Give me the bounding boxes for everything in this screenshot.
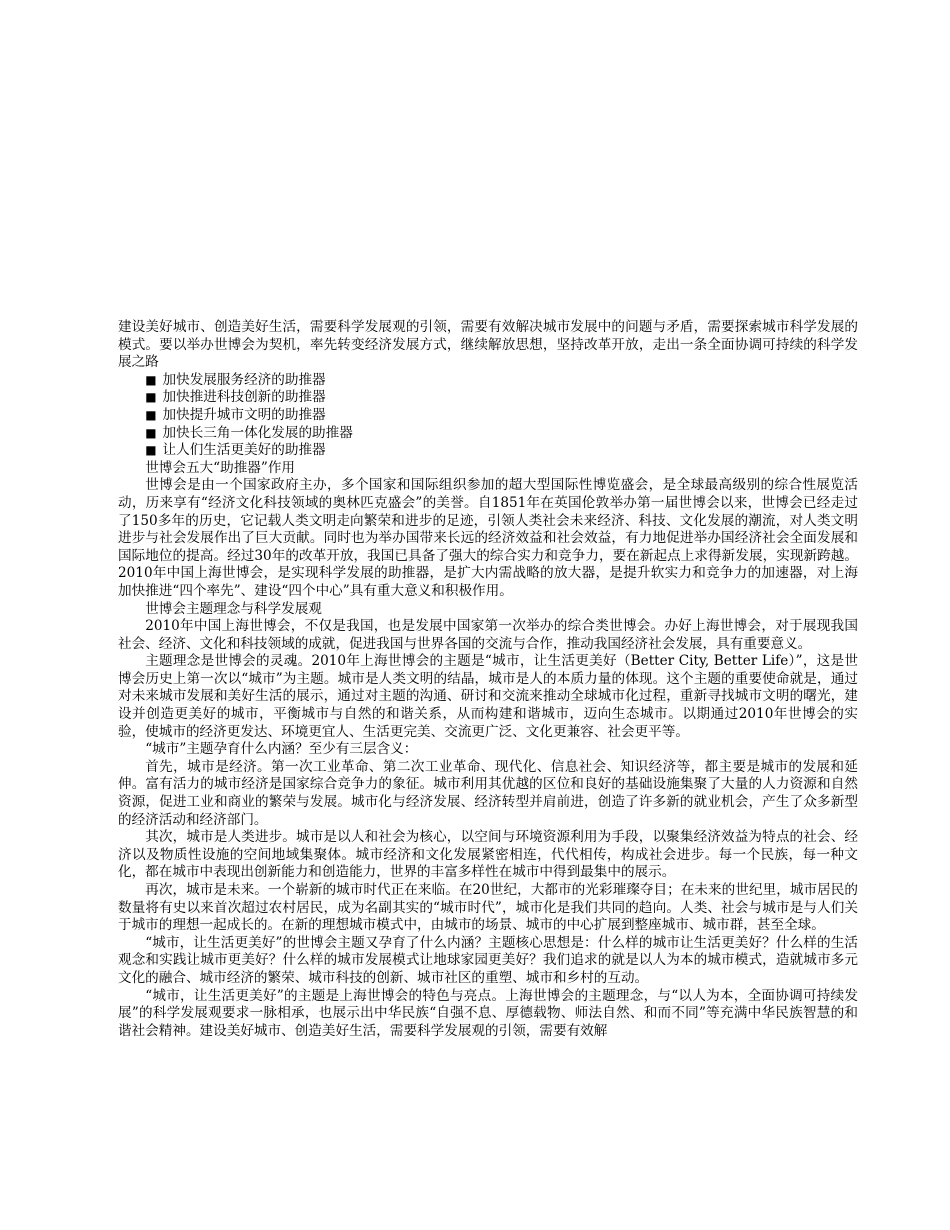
booster-list <box>118 372 858 460</box>
square-bullet-icon: ■ <box>145 407 157 422</box>
intro-paragraph: 建设美好城市、创造美好生活，需要科学发展观的引领，需要有效解决城市发展中的问题与矛盾，需要探索城市科学发展的模式。要以举办世博会为契机，率先转变经济发展方式，继续解放思想，坚持改革开放，走出一条全面协调可持续的科学发展之路 <box>118 319 858 371</box>
list-item <box>145 425 858 443</box>
list-item <box>145 407 858 425</box>
list-item <box>145 442 858 460</box>
body-paragraph: 其次，城市是人类进步。城市是以人和社会为核心，以空间与环境资源利用为手段，以聚集经济效益为特点的社会、经济以及物质性设施的空间地域集聚体。城市经济和文化发展紧密相连，代代相传，构成社会进步。每一个民族，每一种文化，都在城市中表现出创新能力和创造能力，世界的丰富多样性在城市中得到最集中的展示。 <box>118 829 858 881</box>
body-paragraph: 世博会是由一个国家政府主办，多个国家和国际组织参加的超大型国际性博览盛会，是全球最高级别的综合性展览活动，历来享有“经济文化科技领域的奥林匹克盛会”的美誉。自1851年在英国伦敦举办第一届世博会以来，世博会已经走过了150多年的历史，它记载人类文明走向繁荣和进步的足迹，引领人类社会未来经济、科技、文化发展的潮流，对人类文明进步与社会发展作出了巨大贡献。同时也为举办国带来长远的经济效益和社会效益，有力地促进举办国经济社会全面发展和国际地位的提高。经过30年的改革开放，我国已具备了强大的综合实力和竞争力，要在新起点上求得新发展，实现新跨越。2010年中国上海世博会，是实现科学发展的助推器，是扩大内需战略的放大器，是提升软实力和竞争力的加速器，对上海加快推进“四个率先”、建设“四个中心”具有重大意义和积极作用。 <box>118 477 858 599</box>
body-paragraph: 首先，城市是经济。第一次工业革命、第二次工业革命、现代化、信息社会、知识经济等，都主要是城市的发展和延伸。富有活力的城市经济是国家综合竞争力的象征。城市利用其优越的区位和良好的基础设施集聚了大量的人力资源和自然资源，促进工业和商业的繁荣与发展。城市化与经济发展、经济转型并肩前进，创造了许多新的就业机会，产生了众多新型的经济活动和经济部门。 <box>118 758 858 828</box>
list-item-text: 加快长三角一体化发展的助推器 <box>162 424 353 441</box>
body-paragraph: “城市”主题孕育什么内涵？至少有三层含义： <box>145 741 418 758</box>
body-paragraph: 再次，城市是未来。一个崭新的城市时代正在来临。在20世纪，大都市的光彩璀璨夺目；在未来的世纪里，城市居民的数量将有史以来首次超过农村居民，成为名副其实的“城市时代”，城市化是我们共同的趋向。人类、社会与城市是与人们关于城市的理想一起成长的。在新的理想城市模式中，由城市的场景、城市的中心扩展到整座城市、城市群，甚至全球。 <box>118 882 858 934</box>
section-heading: 世博会五大“助推器”作用 <box>145 459 296 476</box>
square-bullet-icon: ■ <box>145 443 157 458</box>
square-bullet-icon: ■ <box>145 372 157 387</box>
list-item-text: 加快提升城市文明的助推器 <box>162 406 326 423</box>
list-item-text: 加快发展服务经济的助推器 <box>162 371 326 388</box>
body-paragraph: “城市，让生活更美好”的世博会主题又孕育了什么内涵？主题核心思想是：什么样的城市让生活更美好？什么样的生活观念和实践让城市更美好？什么样的城市发展模式让地球家园更美好？我们追求的就是以人为本的城市模式，造就城市多元文化的融合、城市经济的繁荣、城市科技的创新、城市社区的重塑、城市和乡村的互动。 <box>118 934 858 986</box>
section-heading: 世博会主题理念与科学发展观 <box>145 600 322 617</box>
square-bullet-icon: ■ <box>145 390 157 405</box>
square-bullet-icon: ■ <box>145 425 157 440</box>
list-item <box>145 389 858 407</box>
body-paragraph: 主题理念是世博会的灵魂。2010年上海世博会的主题是“城市，让生活更美好（Better City, Better Life）”，这是世博会历史上第一次以“城市”为主题。城市是人类文明的结晶，城市是人的本质力量的体现。这个主题的重要使命就是，通过对未来城市发展和美好生活的展示，通过对主题的沟通、研讨和交流来推动全球城市化过程，重新寻找城市文明的曙光，建设并创造更美好的城市，平衡城市与自然的和谐关系，从而构建和谐城市，迈向生态城市。以期通过2010年世博会的实验，使城市的经济更发达、环境更宜人、生活更完美、交流更广泛、文化更兼容、社会更平等。 <box>118 653 858 740</box>
list-item-text: 让人们生活更美好的助推器 <box>162 442 326 459</box>
list-item-text: 加快推进科技创新的助推器 <box>162 389 326 406</box>
document-page <box>118 319 858 1040</box>
body-paragraph: 2010年中国上海世博会，不仅是我国，也是发展中国家第一次举办的综合类世博会。办好上海世博会，对于展现我国社会、经济、文化和科技领域的成就，促进我国与世界各国的交流与合作，推动我国经济社会发展，具有重要意义。 <box>118 618 858 652</box>
list-item <box>145 372 858 390</box>
body-paragraph: “城市，让生活更美好”的主题是上海世博会的特色与亮点。上海世博会的主题理念，与“以人为本，全面协调可持续发展”的科学发展观要求一脉相承，也展示出中华民族“自强不息、厚德载物、师法自然、和而不同”等充满中华民族智慧的和谐社会精神。建设美好城市、创造美好生活，需要科学发展观的引领，需要有效解 <box>118 987 858 1039</box>
